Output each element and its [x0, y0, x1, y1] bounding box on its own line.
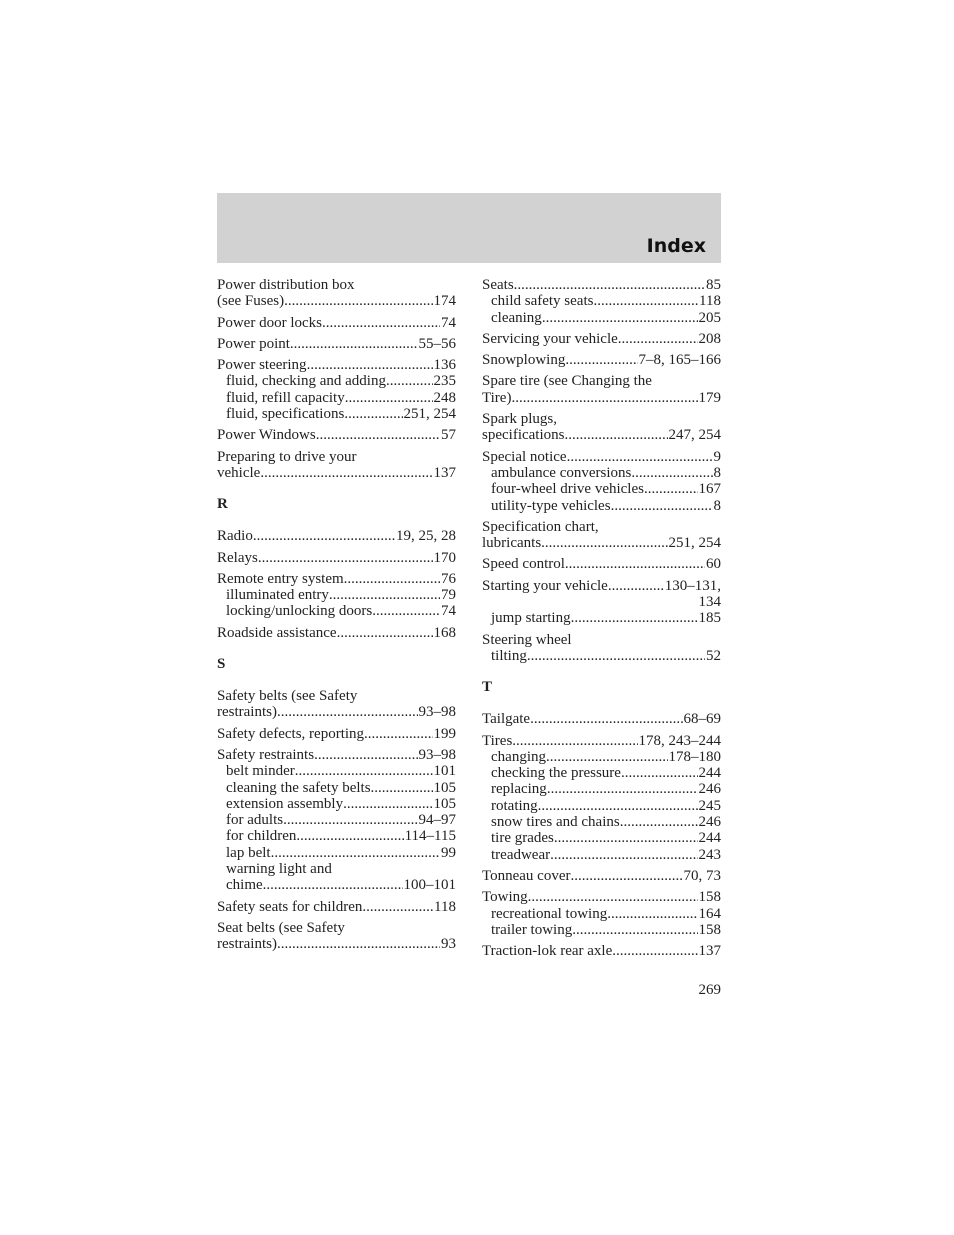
dot-leader: [283, 812, 417, 828]
dot-leader: [316, 427, 440, 443]
page-reference: 55–56: [418, 335, 456, 352]
index-entry-line: [482, 449, 721, 465]
page-reference: 74: [441, 603, 456, 620]
page-reference: 7–8, 165–166: [638, 352, 721, 369]
dot-leader: [565, 556, 705, 572]
page-reference: 8: [713, 497, 721, 514]
index-entry-line: [217, 357, 456, 373]
dot-leader: [372, 603, 440, 619]
dot-leader: [621, 765, 698, 781]
dot-leader: [329, 587, 440, 603]
index-entry: [217, 571, 456, 620]
index-entry-line: [482, 578, 721, 594]
index-term: Safety restraints: [217, 746, 315, 763]
index-entry-line: [217, 315, 456, 331]
index-term: lubricants: [482, 535, 542, 552]
page-reference: 99: [441, 844, 456, 861]
index-subentry-line: [217, 796, 456, 812]
index-term: cleaning: [491, 309, 542, 326]
index-entry: [482, 889, 721, 938]
page-reference: 168: [433, 624, 456, 641]
index-entry: [482, 733, 721, 863]
dot-leader: [277, 936, 440, 952]
index-term: Power distribution box: [217, 277, 355, 293]
dot-leader: [542, 310, 698, 326]
index-term: Spark plugs,: [482, 411, 557, 428]
page-reference: 235: [433, 373, 456, 390]
index-term: Power Windows: [217, 427, 316, 444]
index-entry: [217, 625, 456, 641]
page-reference: 251, 254: [403, 406, 456, 423]
index-entry: [482, 711, 721, 727]
page-reference: 246: [698, 781, 721, 798]
index-subentry-line: [482, 498, 721, 514]
index-entry-line: [482, 943, 721, 959]
index-entry: [482, 352, 721, 368]
index-subentry-line: [482, 765, 721, 781]
index-entry-line: [217, 726, 456, 742]
index-term: fluid, checking and adding: [226, 373, 386, 390]
index-entry-line: [217, 550, 456, 566]
dot-leader: [572, 922, 697, 938]
index-term: Spare tire (see Changing the: [482, 373, 652, 390]
dot-leader: [546, 749, 668, 765]
index-subentry-line: [482, 293, 721, 309]
index-entry-line: [217, 920, 456, 936]
index-term: Safety belts (see Safety: [217, 688, 358, 705]
index-term: Traction-lok rear axle: [482, 943, 613, 960]
dot-leader: [514, 277, 705, 293]
index-term: Radio: [217, 528, 253, 545]
page-reference: 9: [713, 448, 721, 465]
page-reference: 114–115: [404, 828, 456, 845]
page-reference: 94–97: [418, 812, 456, 829]
index-term: rotating: [491, 797, 538, 814]
page-reference: 247, 254: [668, 427, 721, 444]
index-term: Roadside assistance: [217, 624, 337, 641]
page-reference: 68–69: [683, 711, 721, 728]
index-term: Snowplowing: [482, 352, 566, 369]
section-letter: R: [217, 496, 228, 513]
page-reference: 137: [433, 464, 456, 481]
index-entry: [482, 277, 721, 326]
page-reference: 105: [433, 795, 456, 812]
index-term: Preparing to drive your: [217, 448, 357, 465]
index-entry: [217, 277, 456, 310]
index-term: restraints): [217, 936, 277, 953]
index-entry: [482, 519, 721, 552]
index-subentry-line: [217, 812, 456, 828]
page-reference: 178–180: [668, 748, 721, 765]
index-entry-line: [217, 936, 456, 952]
index-entry: [482, 331, 721, 347]
index-term: locking/unlocking doors: [226, 603, 373, 620]
dot-leader: [538, 798, 698, 814]
page-reference: 105: [433, 779, 456, 796]
dot-leader: [620, 814, 698, 830]
page-reference: 85: [706, 277, 721, 293]
dot-leader: [554, 830, 698, 846]
index-term: vehicle: [217, 464, 261, 481]
dot-leader: [527, 648, 705, 664]
index-term: ambulance conversions: [491, 464, 632, 481]
index-term: Power point: [217, 335, 290, 352]
index-term: lap belt: [226, 844, 271, 861]
dot-leader: [547, 781, 698, 797]
dot-leader: [612, 943, 697, 959]
index-entry-line: [217, 688, 456, 704]
index-term: four-wheel drive vehicles: [491, 481, 644, 498]
index-subentry-line: [217, 861, 456, 877]
index-subentry-line: [482, 310, 721, 326]
index-subentry-line: [217, 390, 456, 406]
index-entry: [217, 357, 456, 422]
dot-leader: [644, 481, 698, 497]
page-reference: 134: [698, 594, 721, 611]
index-term: Specification chart,: [482, 518, 599, 535]
dot-leader: [618, 331, 698, 347]
index-entry-line: [217, 899, 456, 915]
page-number: 269: [698, 982, 721, 998]
index-term: Special notice: [482, 448, 567, 465]
page-reference: 248: [433, 389, 456, 406]
page-reference: 243: [698, 846, 721, 863]
index-entry-line: [217, 449, 456, 465]
index-term: Power steering: [217, 357, 307, 374]
index-term: Tire): [482, 389, 512, 406]
dot-leader: [550, 847, 697, 863]
section-letter: T: [482, 679, 493, 696]
dot-leader: [362, 899, 433, 915]
index-term: Tonneau cover: [482, 867, 571, 884]
page-reference: 8: [713, 464, 721, 481]
index-entry-line: [482, 277, 721, 293]
page-title: Index: [646, 235, 706, 257]
index-term: changing: [491, 748, 546, 765]
page-reference: 164: [698, 905, 721, 922]
index-column-left: [217, 277, 456, 958]
index-term: Speed control: [482, 556, 565, 573]
page-reference: 251, 254: [668, 535, 721, 552]
index-subentry-line: [482, 847, 721, 863]
dot-leader: [567, 449, 713, 465]
index-term: (see Fuses): [217, 293, 285, 310]
page-reference: 76: [441, 570, 456, 587]
page-reference: 60: [706, 556, 721, 573]
index-entry-line: [217, 747, 456, 763]
index-term: Seat belts (see Safety: [217, 919, 345, 936]
page-reference: 205: [698, 309, 721, 326]
index-entry: [217, 528, 456, 544]
index-subentry-line: [482, 610, 721, 626]
index-entry: [217, 747, 456, 894]
index-entry-line: [217, 571, 456, 587]
page-reference: 158: [698, 921, 721, 938]
index-term: tilting: [491, 647, 527, 664]
dot-leader: [284, 293, 432, 309]
index-subentry-line: [482, 814, 721, 830]
dot-leader: [530, 711, 682, 727]
index-entry-line: [217, 465, 456, 481]
index-subentry-line: [482, 798, 721, 814]
dot-leader: [345, 390, 433, 406]
index-term: Tires: [482, 732, 513, 749]
page-reference: 246: [698, 814, 721, 831]
page-reference: 93: [441, 936, 456, 953]
dot-leader: [260, 465, 432, 481]
index-subentry-line: [217, 406, 456, 422]
page-reference: 118: [699, 293, 721, 310]
dot-leader: [511, 390, 697, 406]
dot-leader: [528, 889, 698, 905]
index-term: for adults: [226, 812, 284, 829]
index-term: child safety seats: [491, 293, 594, 310]
dot-leader: [277, 704, 418, 720]
index-entry-line: [482, 594, 721, 610]
index-subentry-line: [217, 587, 456, 603]
index-entry-line: [482, 733, 721, 749]
index-header-band: [217, 193, 721, 263]
index-term: for children: [226, 828, 297, 845]
index-entry: [217, 315, 456, 331]
index-term: specifications: [482, 427, 565, 444]
dot-leader: [608, 578, 664, 594]
index-entry-line: [217, 528, 456, 544]
page-reference: 170: [433, 549, 456, 566]
index-term: Safety defects, reporting: [217, 725, 365, 742]
page-reference: 52: [706, 647, 721, 664]
page-reference: 70, 73: [683, 867, 721, 884]
index-term: trailer towing: [491, 921, 573, 938]
index-term: Servicing your vehicle: [482, 330, 618, 347]
index-subentry-line: [482, 465, 721, 481]
page-reference: 130–131,: [664, 577, 721, 594]
index-entry-line: [482, 352, 721, 368]
index-term: checking the pressure: [491, 765, 621, 782]
page-reference: 178, 243–244: [638, 732, 721, 749]
index-entry: [482, 868, 721, 884]
page-reference: 19, 25, 28: [396, 528, 456, 545]
index-entry-line: [482, 868, 721, 884]
index-subentry-line: [217, 603, 456, 619]
index-term: restraints): [217, 704, 277, 721]
index-entry-line: [482, 411, 721, 427]
page-reference: 100–101: [403, 877, 456, 894]
dot-leader: [263, 877, 403, 893]
index-entry-line: [482, 427, 721, 443]
page-reference: 57: [441, 427, 456, 444]
index-entry-line: [482, 889, 721, 905]
index-subentry-line: [482, 830, 721, 846]
dot-leader: [541, 535, 667, 551]
dot-leader: [386, 373, 433, 389]
dot-leader: [258, 550, 433, 566]
index-entry: [217, 449, 456, 482]
index-entry: [217, 920, 456, 953]
index-subentry-line: [217, 373, 456, 389]
index-entry: [482, 556, 721, 572]
index-entry: [217, 550, 456, 566]
page-reference: 93–98: [418, 704, 456, 721]
index-term: tire grades: [491, 830, 554, 847]
dot-leader: [565, 352, 637, 368]
dot-leader: [296, 828, 403, 844]
index-term: Relays: [217, 549, 258, 566]
dot-leader: [337, 625, 433, 641]
index-term: fluid, refill capacity: [226, 389, 345, 406]
index-entry-line: [482, 373, 721, 389]
index-term: Safety seats for children: [217, 898, 363, 915]
dot-leader: [322, 315, 440, 331]
index-subentry-line: [217, 828, 456, 844]
index-entry-line: [217, 336, 456, 352]
index-term: cleaning the safety belts: [226, 779, 371, 796]
index-term: recreational towing: [491, 905, 608, 922]
page-reference: 118: [434, 898, 456, 915]
index-entry: [482, 578, 721, 627]
section-letter: S: [217, 656, 226, 673]
index-term: Seats: [482, 277, 514, 293]
dot-leader: [253, 528, 395, 544]
page-reference: 185: [698, 610, 721, 627]
page-reference: 79: [441, 587, 456, 604]
index-subentry-line: [217, 780, 456, 796]
index-entry-line: [482, 535, 721, 551]
index-term: utility-type vehicles: [491, 497, 611, 514]
page-reference: 179: [698, 389, 721, 406]
page-reference: 199: [433, 725, 456, 742]
dot-leader: [607, 906, 697, 922]
page-reference: 136: [433, 357, 456, 374]
index-term: jump starting: [491, 610, 571, 627]
index-term: snow tires and chains: [491, 814, 620, 831]
index-subentry-line: [482, 648, 721, 664]
dot-leader: [344, 571, 440, 587]
index-entry: [482, 632, 721, 665]
index-term: chime: [226, 877, 263, 894]
page-reference: 244: [698, 830, 721, 847]
index-entry-line: [217, 625, 456, 641]
page-reference: 174: [433, 293, 456, 310]
index-entry: [217, 427, 456, 443]
index-entry: [217, 688, 456, 721]
index-entry: [482, 411, 721, 444]
index-term: replacing: [491, 781, 547, 798]
index-term: Remote entry system: [217, 570, 344, 587]
dot-leader: [343, 796, 432, 812]
index-term: extension assembly: [226, 795, 344, 812]
page-reference: 244: [698, 765, 721, 782]
index-subentry-line: [217, 877, 456, 893]
page-reference: 245: [698, 797, 721, 814]
index-subentry-line: [482, 906, 721, 922]
index-entry-line: [217, 704, 456, 720]
index-term: Starting your vehicle: [482, 577, 608, 594]
index-entry-line: [217, 427, 456, 443]
index-subentry-line: [482, 922, 721, 938]
dot-leader: [512, 733, 637, 749]
dot-leader: [611, 498, 713, 514]
page-reference: 167: [698, 481, 721, 498]
index-entry-line: [217, 293, 456, 309]
index-subentry-line: [482, 749, 721, 765]
index-term: illuminated entry: [226, 587, 329, 604]
page-reference: 208: [698, 330, 721, 347]
dot-leader: [571, 610, 698, 626]
index-term: Power door locks: [217, 314, 322, 331]
page-reference: 101: [433, 763, 456, 780]
index-entry-line: [482, 331, 721, 347]
index-entry-line: [482, 632, 721, 648]
dot-leader: [364, 726, 432, 742]
index-entry-line: [482, 519, 721, 535]
index-entry-line: [217, 277, 456, 293]
dot-leader: [295, 763, 433, 779]
index-term: belt minder: [226, 763, 295, 780]
index-subentry-line: [482, 781, 721, 797]
index-entry: [217, 726, 456, 742]
page-reference: 137: [698, 943, 721, 960]
index-entry: [482, 373, 721, 406]
index-entry-line: [482, 711, 721, 727]
index-entry: [482, 943, 721, 959]
page-reference: 158: [698, 889, 721, 906]
index-term: treadwear: [491, 846, 551, 863]
index-entry: [217, 899, 456, 915]
index-subentry-line: [482, 481, 721, 497]
dot-leader: [307, 357, 433, 373]
dot-leader: [571, 868, 683, 884]
dot-leader: [314, 747, 417, 763]
dot-leader: [631, 465, 712, 481]
index-term: warning light and: [226, 861, 332, 878]
dot-leader: [290, 336, 418, 352]
dot-leader: [344, 406, 402, 422]
index-column-right: [482, 277, 721, 964]
index-term: Towing: [482, 889, 528, 906]
index-entry: [217, 336, 456, 352]
dot-leader: [371, 780, 433, 796]
index-entry-line: [482, 556, 721, 572]
index-term: Steering wheel: [482, 631, 572, 648]
page-reference: 93–98: [418, 746, 456, 763]
index-term: fluid, specifications: [226, 406, 345, 423]
index-subentry-line: [217, 845, 456, 861]
index-entry: [482, 449, 721, 514]
page-reference: 74: [441, 314, 456, 331]
index-entry-line: [482, 390, 721, 406]
index-term: Tailgate: [482, 711, 531, 728]
dot-leader: [564, 427, 667, 443]
index-subentry-line: [217, 763, 456, 779]
dot-leader: [593, 293, 698, 309]
dot-leader: [271, 845, 440, 861]
